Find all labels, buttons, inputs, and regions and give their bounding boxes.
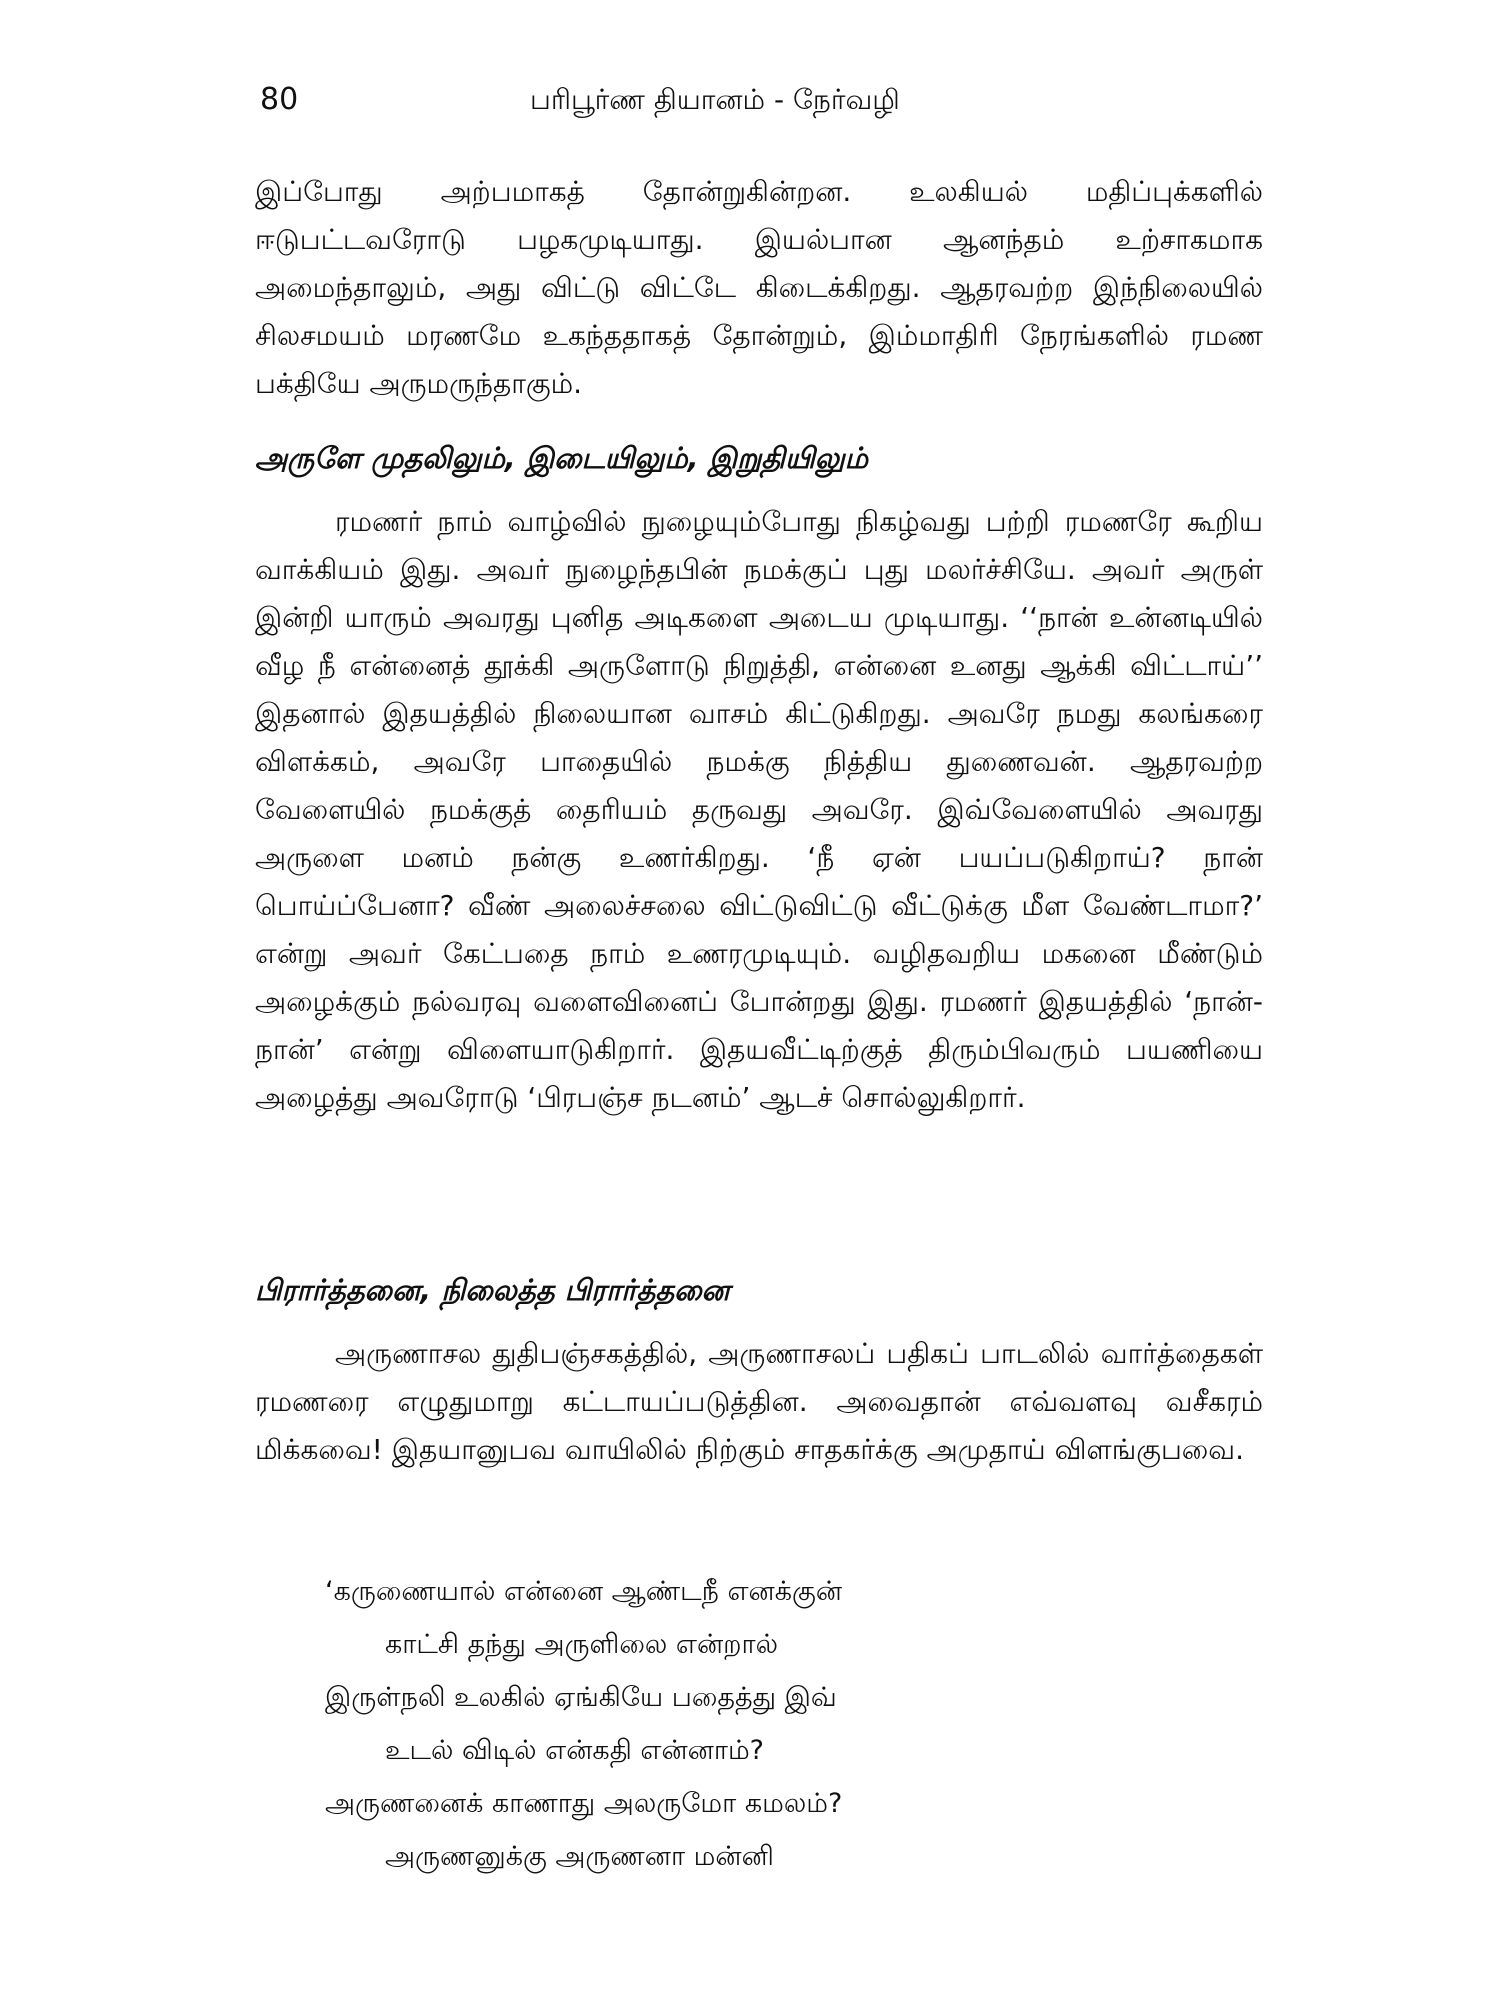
- section-heading-prayer: பிரார்த்தனை, நிலைத்த பிரார்த்தனை: [255, 1273, 730, 1307]
- poem-line: ‘கருணையால் என்னை ஆண்டநீ எனக்குன்: [325, 1576, 843, 1607]
- poem-line: அருணனைக் காணாது அலருமோ கமலம்?: [325, 1788, 843, 1819]
- running-title: பரிபூர்ண தியானம் - நேர்வழி: [530, 83, 900, 116]
- poem-line: உடல் விடில் என்கதி என்னாம்?: [385, 1735, 765, 1766]
- paragraph-prayer: அருணாசல துதிபஞ்சகத்தில், அருணாசலப் பதிகப் பாடலில் வார்த்தைகள் ரமணரை எழுதுமாறு கட்டாயப்படுத்தின. அவைதான் எவ்வளவு வசீகரம் மிக்கவை! இதயானுபவ வாயிலில் நிற்கும் சாதகர்க்கு அமுதாய் விளங்குபவை.: [255, 1337, 1263, 1466]
- poem-line: இருள்நலி உலகில் ஏங்கியே பதைத்து இவ்: [325, 1682, 837, 1713]
- poem-verse: [325, 1565, 1225, 1883]
- paragraph-continued: இப்போது அற்பமாகத் தோன்றுகின்றன. உலகியல் மதிப்புக்களில் ஈடுபட்டவரோடு பழகமுடியாது. இயல்பான ஆனந்தம் உற்சாகமாக அமைந்தாலும், அது விட்டு விட்டே கிடைக்கிறது. ஆதரவற்ற இந்நிலையில் சிலசமயம் மரணமே உகந்ததாகத் தோன்றும், இம்மாதிரி நேரங்களில் ரமண பக்தியே அருமருந்தாகும்.: [255, 175, 1263, 400]
- poem-line: அருணனுக்கு அருணனா மன்னி: [385, 1841, 774, 1872]
- poem-line: காட்சி தந்து அருளிலை என்றால்: [385, 1629, 779, 1660]
- paragraph-grace: ரமணர் நாம் வாழ்வில் நுழையும்போது நிகழ்வது பற்றி ரமணரே கூறிய வாக்கியம் இது. அவர் நுழைந்தபின் நமக்குப் புது மலர்ச்சியே. அவர் அருள் இன்றி யாரும் அவரது புனித அடிகளை அடைய முடியாது. ‘‘நான் உன்னடியில் வீழ நீ என்னைத் தூக்கி அருளோடு நிறுத்தி, என்னை உனது ஆக்கி விட்டாய்’’ இதனால் இதயத்தில் நிலையான வாசம் கிட்டுகிறது. அவரே நமது கலங்கரை விளக்கம், அவரே பாதையில் நமக்கு நித்திய துணைவன். ஆதரவற்ற வேளையில் நமக்குத் தைரியம் தருவது அவரே. இவ்வேளையில் அவரது அருளை மனம் நன்கு உணர்கிறது. ‘நீ ஏன் பயப்படுகிறாய்? நான் பொய்ப்பேனா? வீண் அலைச்சலை விட்டுவிட்டு வீட்டுக்கு மீள வேண்டாமா?’ என்று அவர் கேட்பதை நாம் உணரமுடியும். வழிதவறிய மகனை மீண்டும் அழைக்கும் நல்வரவு வளைவினைப் போன்றது இது. ரமணர் இதயத்தில் ‘நான்-நான்’ என்று விளையாடுகிறார். இதயவீட்டிற்குத் திரும்பிவரும் பயணியை அழைத்து அவரோடு ‘பிரபஞ்ச நடனம்’ ஆடச் சொல்லுகிறார்.: [255, 505, 1263, 1114]
- page-header: [260, 80, 1260, 130]
- page-number: 80: [260, 82, 299, 117]
- section-heading-grace: அருளே முதலிலும், இடையிலும், இறுதியிலும்: [255, 441, 868, 475]
